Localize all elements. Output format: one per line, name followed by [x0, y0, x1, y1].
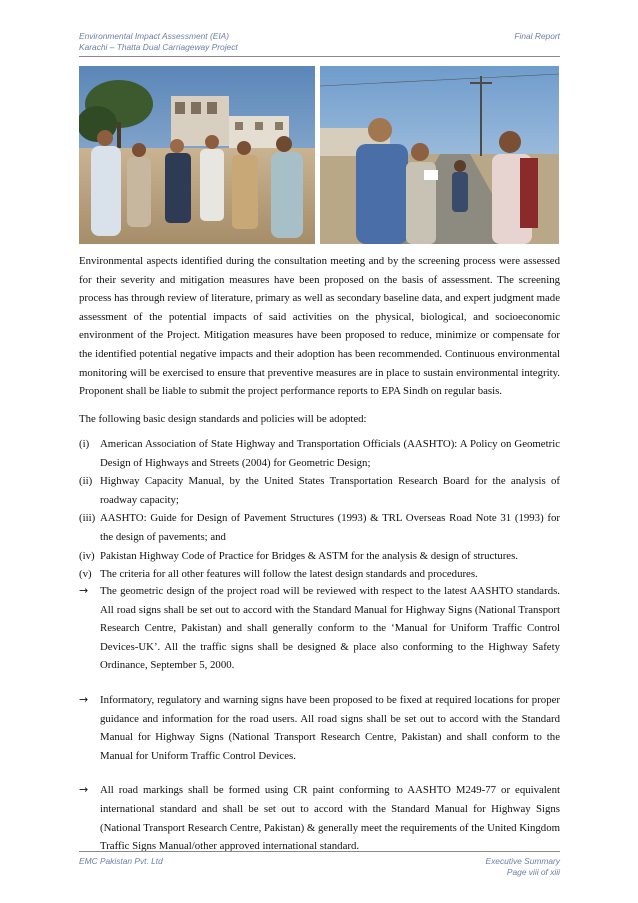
list-item-text: American Association of State Highway and Transportation Officials (AASHTO): A Policy on Geometric Design of Highways and Streets (2004) for Geometric Design;	[100, 438, 560, 469]
list-item-text: Pakistan Highway Code of Practice for Bridges & ASTM for the analysis & design of structures.	[100, 549, 519, 562]
list-item-text: The criteria for all other features will follow the latest design standards and procedures.	[100, 568, 478, 581]
standards-intro: The following basic design standards and policies will be adopted:	[79, 413, 367, 425]
list-item-text: All road markings shall be formed using CR paint conforming to AASHTO M249-77 or equivalent international standard and shall be set out to accord with the Standard Manual for Highway Signs (National Transport Research Centre, Pakistan) & generally meet the requirements of the United Kingdom Traffic Signs Manual/other approved international standard.	[100, 784, 560, 853]
list-item-text: Highway Capacity Manual, by the United States Transportation Research Board for the analysis of roadway capacity;	[100, 475, 560, 506]
intro-paragraph: Environmental aspects identified during the consultation meeting and by the screening process were assessed for their severity and mitigation measures have been proposed on the basis of assessment. The screening process has through review of literature, primary as well as secondary baseline data, and expert judgment made assessment of the potential impacts of said activities on the physical, biological, and socioeconomic environment of the Project. Mitigation measures have been proposed to reduce, minimize or compensate for the identified potential negative impacts and their adoption has been recommended. Continuous environmental monitoring will be exercised to ensure that preventive measures are in place to sustain environmental integrity. Proponent shall be liable to submit the project performance reports to EPA Sindh on regular basis.	[79, 255, 560, 398]
header-divider	[79, 56, 560, 57]
list-item	[79, 472, 560, 509]
list-item	[79, 509, 560, 546]
header-report-title: Environmental Impact Assessment (EIA)	[79, 31, 230, 41]
arrow-right-icon: →	[79, 692, 89, 706]
list-item-number: (v)	[79, 568, 92, 581]
list-item-number: (iv)	[79, 549, 95, 562]
list-item-text: AASHTO: Guide for Design of Pavement Structures (1993) & TRL Overseas Road Note 31 (1993) for the design of pavements; and	[100, 512, 560, 543]
design-notes-list	[79, 582, 560, 872]
arrow-right-icon: →	[79, 584, 89, 597]
list-item	[79, 435, 560, 472]
design-standards-list	[79, 435, 560, 584]
footer-divider	[79, 851, 560, 852]
consultation-photo-village	[79, 66, 315, 244]
list-item	[79, 565, 560, 584]
list-item-text: Informatory, regulatory and warning signs have been proposed to be fixed at required locations for proper guidance and information for the road users. All road signs shall be set out to accord with the Standard Manual for Highway Signs (National Transport Research Centre, Pakistan) and shall conform to the Manual for Uniform Traffic Control Devices.	[100, 693, 560, 762]
list-item-number: (ii)	[79, 475, 93, 488]
footer-company: EMC Pakistan Pvt. Ltd	[79, 856, 163, 866]
page-header	[79, 31, 560, 59]
list-item	[79, 781, 560, 855]
list-item	[79, 691, 560, 765]
footer-page-number: Page viii of xiii	[506, 867, 560, 877]
page-footer	[79, 856, 560, 880]
list-item-number: (iii)	[79, 512, 96, 525]
footer-section: Executive Summary	[485, 856, 560, 866]
list-item-number: (i)	[79, 438, 90, 450]
arrow-right-icon: →	[79, 783, 89, 797]
header-project-title: Karachi – Thatta Dual Carriageway Project	[79, 42, 238, 52]
list-item-text: The geometric design of the project road will be reviewed with respect to the latest AASHTO standards. All road signs shall be set out to accord with the Standard Manual for Highway Signs (National Transport Research Centre, Pakistan) and shall generally conform to the ‘Manual for Uniform Traffic Control Devices-UK’. All the traffic signs shall be designed & place also conforming to the Highway Safety Ordinance, September 5, 2000.	[100, 585, 560, 672]
consultation-photo-roadside	[320, 66, 559, 244]
list-item	[79, 547, 560, 566]
header-report-status: Final Report	[514, 31, 560, 41]
list-item	[79, 582, 560, 675]
